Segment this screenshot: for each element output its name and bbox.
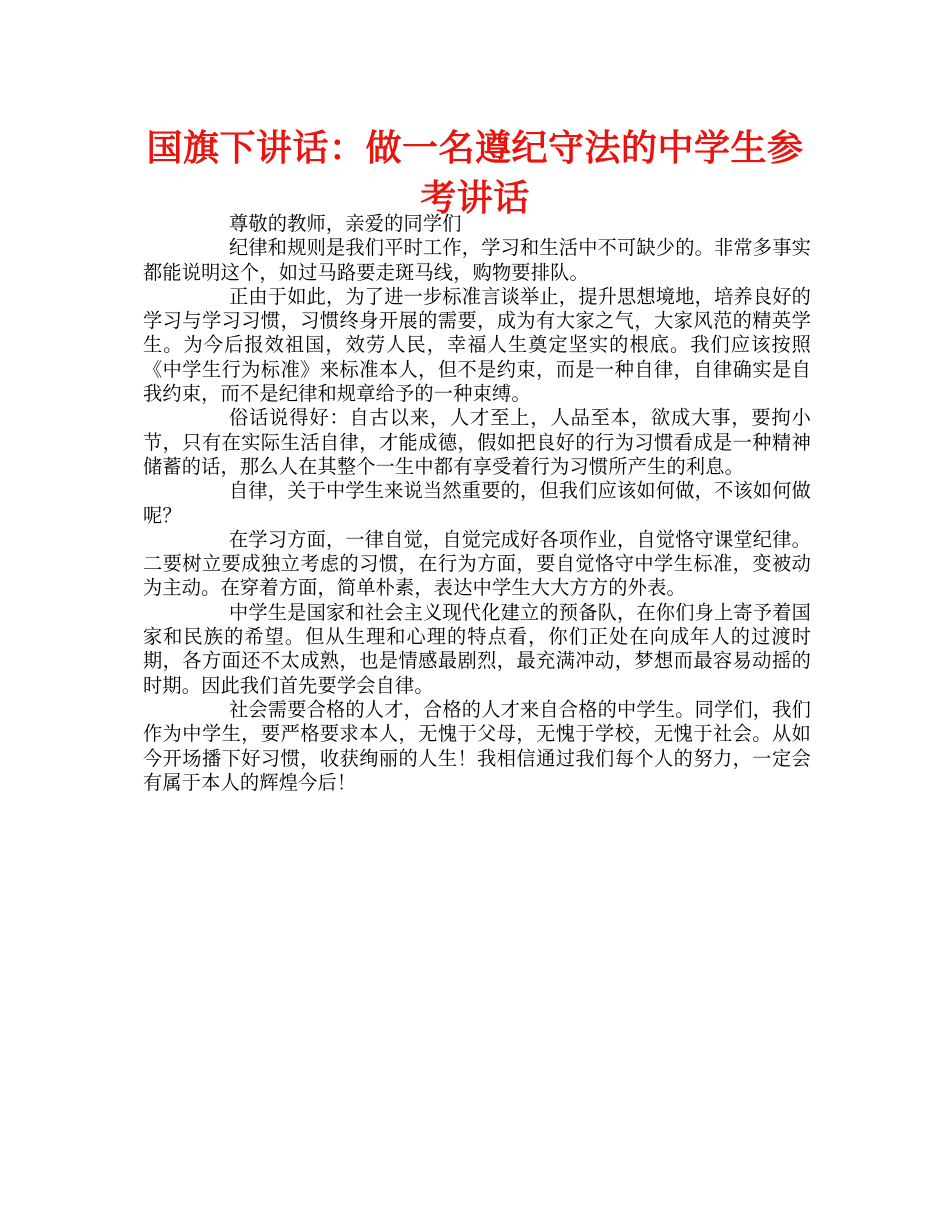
paragraph: 自律，关于中学生来说当然重要的，但我们应该如何做，不该如何做呢？ (143, 479, 811, 527)
paragraph: 纪律和规则是我们平时工作，学习和生活中不可缺少的。非常多事实都能说明这个，如过马路要走斑马线，购物要排队。 (143, 236, 811, 284)
paragraph: 中学生是国家和社会主义现代化建立的预备队，在你们身上寄予着国家和民族的希望。但从生理和心理的特点看，你们正处在向成年人的过渡时期，各方面还不太成熟，也是情感最剧烈，最充满冲动，梦想而最容易动摇的时期。因此我们首先要学会自律。 (143, 600, 811, 697)
document-title: 国旗下讲话：做一名遵纪守法的中学生参考讲话 (146, 128, 804, 219)
greeting-line: 尊敬的教师，亲爱的同学们 (229, 212, 462, 235)
paragraph: 在学习方面，一律自觉，自觉完成好各项作业，自觉恪守课堂纪律。二要树立要成独立考虑的习惯，在行为方面，要自觉恪守中学生标准，变被动为主动。在穿着方面，简单朴素，表达中学生大大方方的外表。 (143, 527, 811, 600)
document-body (143, 212, 811, 795)
paragraph: 正由于如此，为了进一步标准言谈举止，提升思想境地，培养良好的学习与学习习惯，习惯终身开展的需要，成为有大家之气，大家风范的精英学生。为今后报效祖国，效劳人民，幸福人生奠定坚实的根底。我们应该按照《中学生行为标准》来标准本人，但不是约束，而是一种自律，自律确实是自我约束，而不是纪律和规章给予的一种束缚。 (143, 284, 811, 406)
paragraph: 俗话说得好：自古以来，人才至上，人品至本，欲成大事，要拘小节，只有在实际生活自律，才能成德，假如把良好的行为习惯看成是一种精神储蓄的话，那么人在其整个一生中都有享受着行为习惯所产生的利息。 (143, 406, 811, 478)
paragraph: 社会需要合格的人才，合格的人才来自合格的中学生。同学们，我们作为中学生，要严格要求本人，无愧于父母，无愧于学校，无愧于社会。从如今开场播下好习惯，收获绚丽的人生！我相信通过我们每个人的努力，一定会有属于本人的辉煌今后！ (143, 697, 811, 794)
